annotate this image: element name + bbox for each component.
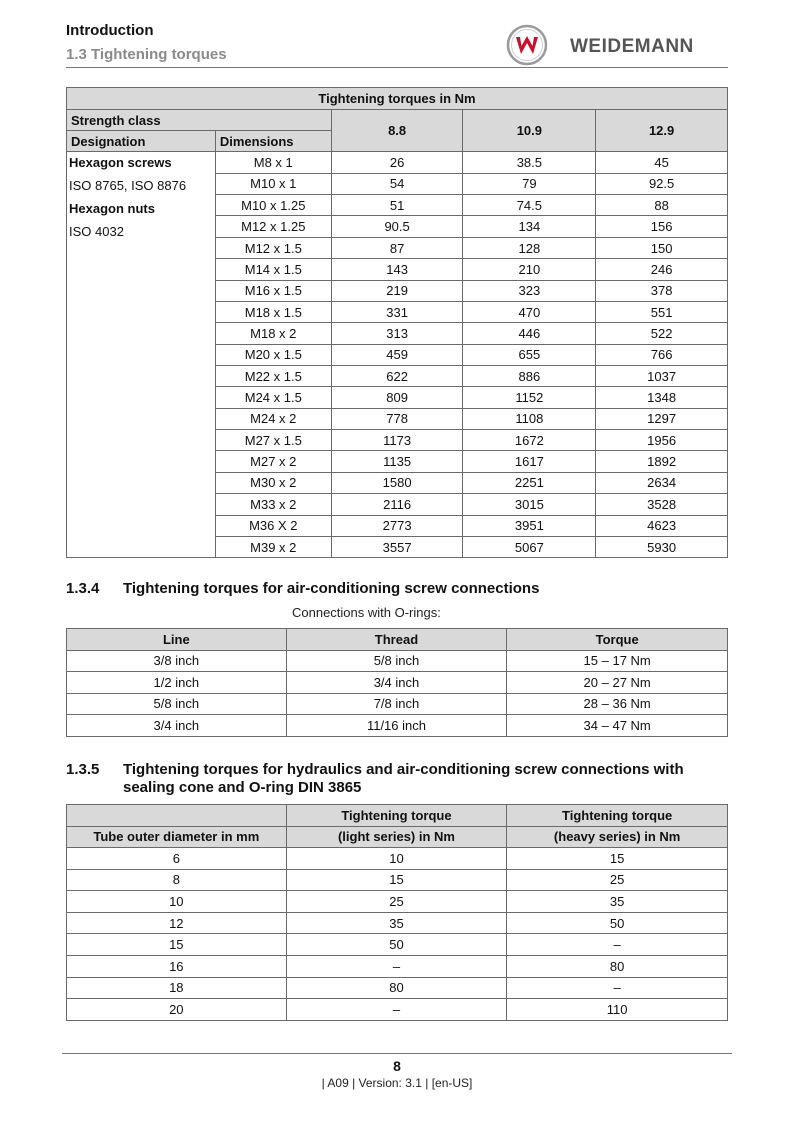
column-header: Tube outer diameter in mm [67, 826, 287, 848]
hydraulics-torque-table [66, 804, 728, 1021]
torque-cell: 622 [331, 365, 463, 386]
torque-cell: 90.5 [331, 216, 463, 237]
torque-cell: 378 [596, 280, 728, 301]
brand-name: WEIDEMANN [570, 36, 694, 57]
torque-cell: 5067 [463, 536, 596, 557]
table-cell: – [507, 934, 728, 956]
table-cell: 20 [67, 999, 287, 1021]
table-row [67, 891, 728, 913]
torque-cell: 1173 [331, 430, 463, 451]
torque-cell: 3015 [463, 494, 596, 515]
section-number: 1.3.5 [66, 761, 100, 778]
table-caption: Connections with O-rings: [292, 605, 441, 620]
section-heading-title: Tightening torques for air-conditioning screw connections [123, 580, 540, 597]
table-row [67, 715, 728, 737]
dimension-cell: M24 x 2 [215, 408, 331, 429]
dimension-cell: M39 x 2 [215, 536, 331, 557]
table-cell: 18 [67, 977, 287, 999]
column-header: Tightening torque [507, 805, 728, 827]
torque-cell: 128 [463, 237, 596, 258]
dimension-cell: M10 x 1 [215, 173, 331, 194]
torque-cell: 1617 [463, 451, 596, 472]
table-cell: 10 [67, 891, 287, 913]
table-row [67, 693, 728, 715]
column-header [67, 805, 287, 827]
table-row [67, 869, 728, 891]
torque-cell: 2251 [463, 472, 596, 493]
table-body [67, 152, 728, 558]
torque-cell: 313 [331, 323, 463, 344]
torque-cell: 331 [331, 301, 463, 322]
table-cell: 7/8 inch [286, 693, 507, 715]
table-cell: 10 [286, 848, 507, 870]
table-cell: 50 [507, 912, 728, 934]
designation-header: Designation [67, 131, 216, 152]
torque-cell: 219 [331, 280, 463, 301]
dimension-cell: M12 x 1.25 [215, 216, 331, 237]
torque-cell: 87 [331, 237, 463, 258]
table-row [67, 912, 728, 934]
dimension-cell: M27 x 2 [215, 451, 331, 472]
section-heading-title: Tightening torques for hydraulics and air-conditioning screw connections with sealing cone and O-ring DIN 3865 [123, 761, 684, 796]
table-row [67, 848, 728, 870]
table-cell: 8 [67, 869, 287, 891]
torque-cell: 150 [596, 237, 728, 258]
torque-cell: 3951 [463, 515, 596, 536]
table-row [67, 977, 728, 999]
torque-cell: 1037 [596, 365, 728, 386]
strength-class-label: Strength class [67, 110, 332, 131]
torque-cell: 74.5 [463, 195, 596, 216]
torque-cell: 809 [331, 387, 463, 408]
table-cell: 3/4 inch [67, 715, 287, 737]
dimension-cell: M22 x 1.5 [215, 365, 331, 386]
table-cell: 12 [67, 912, 287, 934]
class-header: 10.9 [463, 110, 596, 152]
dimension-cell: M18 x 2 [215, 323, 331, 344]
header-divider [66, 67, 728, 68]
torque-cell: 1108 [463, 408, 596, 429]
table-cell: 50 [286, 934, 507, 956]
dimension-cell: M27 x 1.5 [215, 430, 331, 451]
table-row [67, 650, 728, 672]
table-cell: 5/8 inch [67, 693, 287, 715]
table-body [67, 650, 728, 736]
torque-cell: 2634 [596, 472, 728, 493]
weidemann-logo-icon [506, 24, 548, 66]
column-header: (light series) in Nm [286, 826, 507, 848]
torque-cell: 92.5 [596, 173, 728, 194]
table-title: Tightening torques in Nm [67, 88, 728, 110]
table-cell: – [286, 999, 507, 1021]
dimension-cell: M20 x 1.5 [215, 344, 331, 365]
torque-cell: 778 [331, 408, 463, 429]
torque-cell: 134 [463, 216, 596, 237]
table-cell: 16 [67, 955, 287, 977]
footer-divider [62, 1053, 732, 1054]
torque-cell: 446 [463, 323, 596, 344]
table-cell: 80 [286, 977, 507, 999]
designation-text: Hexagon nuts [69, 200, 155, 216]
table-cell: – [286, 955, 507, 977]
torque-cell: 1672 [463, 430, 596, 451]
torque-cell: 45 [596, 152, 728, 173]
torque-cell: 1135 [331, 451, 463, 472]
designation-text: Hexagon screws [69, 155, 172, 171]
air-conditioning-torque-table [66, 628, 728, 737]
table-cell: 20 – 27 Nm [507, 672, 728, 694]
dimension-cell: M16 x 1.5 [215, 280, 331, 301]
table-cell: 15 [67, 934, 287, 956]
torque-cell: 54 [331, 173, 463, 194]
table-row [67, 999, 728, 1021]
torque-cell: 655 [463, 344, 596, 365]
torque-cell: 3557 [331, 536, 463, 557]
torque-cell: 2773 [331, 515, 463, 536]
torque-cell: 88 [596, 195, 728, 216]
table-cell: 34 – 47 Nm [507, 715, 728, 737]
section-title: 1.3 Tightening torques [66, 46, 227, 63]
torque-cell: 1152 [463, 387, 596, 408]
dimension-cell: M36 X 2 [215, 515, 331, 536]
table-body [67, 848, 728, 1021]
table-cell: 15 – 17 Nm [507, 650, 728, 672]
torque-cell: 766 [596, 344, 728, 365]
table-cell: 3/8 inch [67, 650, 287, 672]
designation-text: ISO 4032 [69, 223, 124, 239]
torque-cell: 1892 [596, 451, 728, 472]
table-cell: 35 [286, 912, 507, 934]
brand-logo [506, 24, 722, 66]
column-header: Tightening torque [286, 805, 507, 827]
table-cell: 110 [507, 999, 728, 1021]
table-cell: 5/8 inch [286, 650, 507, 672]
table-cell: 3/4 inch [286, 672, 507, 694]
torque-cell: 1348 [596, 387, 728, 408]
table-cell: 28 – 36 Nm [507, 693, 728, 715]
torque-cell: 1297 [596, 408, 728, 429]
designation-cell [67, 152, 216, 558]
table-cell: – [507, 977, 728, 999]
torque-cell: 5930 [596, 536, 728, 557]
column-header: Thread [286, 629, 507, 651]
torque-cell: 26 [331, 152, 463, 173]
torque-cell: 2116 [331, 494, 463, 515]
dimensions-header: Dimensions [215, 131, 331, 152]
document-info: | A09 | Version: 3.1 | [en-US] [321, 1076, 473, 1090]
torque-cell: 156 [596, 216, 728, 237]
column-header: Torque [507, 629, 728, 651]
section-heading [66, 580, 728, 598]
table-cell: 80 [507, 955, 728, 977]
dimension-cell: M24 x 1.5 [215, 387, 331, 408]
torque-cell: 470 [463, 301, 596, 322]
table-cell: 6 [67, 848, 287, 870]
dimension-cell: M12 x 1.5 [215, 237, 331, 258]
table-cell: 25 [507, 869, 728, 891]
column-header: Line [67, 629, 287, 651]
torque-cell: 886 [463, 365, 596, 386]
torque-cell: 51 [331, 195, 463, 216]
torque-cell: 551 [596, 301, 728, 322]
torque-cell: 323 [463, 280, 596, 301]
dimension-cell: M10 x 1.25 [215, 195, 331, 216]
table-cell: 15 [286, 869, 507, 891]
dimension-cell: M33 x 2 [215, 494, 331, 515]
torque-cell: 1956 [596, 430, 728, 451]
dimension-cell: M30 x 2 [215, 472, 331, 493]
torque-cell: 1580 [331, 472, 463, 493]
class-header: 12.9 [596, 110, 728, 152]
table-cell: 1/2 inch [67, 672, 287, 694]
table-cell: 15 [507, 848, 728, 870]
table-cell: 11/16 inch [286, 715, 507, 737]
torque-cell: 38.5 [463, 152, 596, 173]
column-header: (heavy series) in Nm [507, 826, 728, 848]
section-number: 1.3.4 [66, 580, 100, 597]
table-cell: 25 [286, 891, 507, 913]
table-row [67, 934, 728, 956]
dimension-cell: M14 x 1.5 [215, 259, 331, 280]
torque-cell: 4623 [596, 515, 728, 536]
torque-cell: 143 [331, 259, 463, 280]
dimension-cell: M8 x 1 [215, 152, 331, 173]
table-row [67, 152, 728, 173]
torque-cell: 210 [463, 259, 596, 280]
torque-cell: 459 [331, 344, 463, 365]
table-row [67, 672, 728, 694]
torque-cell: 246 [596, 259, 728, 280]
torque-cell: 522 [596, 323, 728, 344]
torque-cell: 79 [463, 173, 596, 194]
chapter-title: Introduction [66, 22, 154, 39]
class-header: 8.8 [331, 110, 463, 152]
section-heading [66, 761, 728, 797]
dimension-cell: M18 x 1.5 [215, 301, 331, 322]
torque-cell: 3528 [596, 494, 728, 515]
tightening-torques-table [66, 87, 728, 558]
page-number: 8 [393, 1058, 401, 1074]
designation-text: ISO 8765, ISO 8876 [69, 178, 187, 194]
table-row [67, 955, 728, 977]
table-cell: 35 [507, 891, 728, 913]
